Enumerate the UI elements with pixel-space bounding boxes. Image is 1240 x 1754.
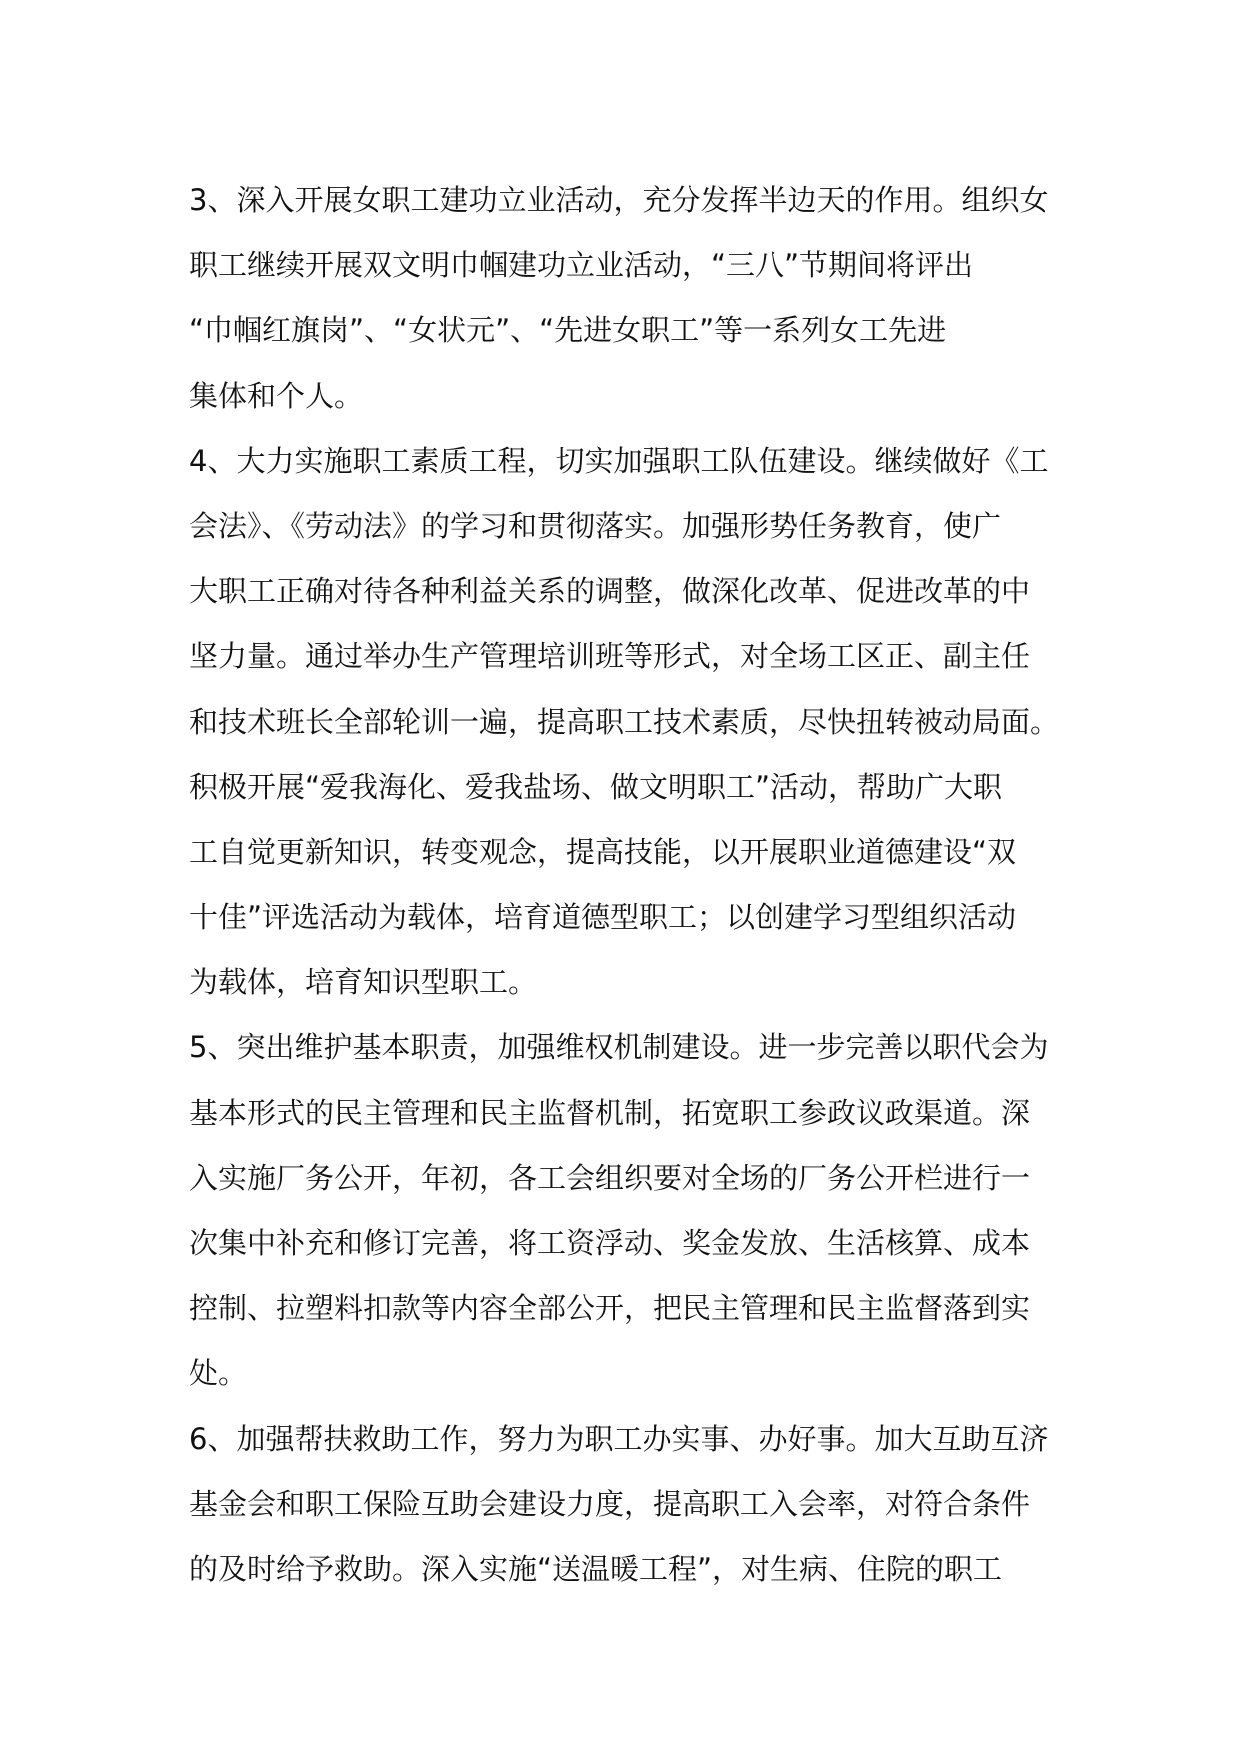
text-line: 6、加强帮扶救助工作，努力为职工办实事、办好事。加大互助互济 xyxy=(189,1421,1049,1456)
text-line: 基金会和职工保险互助会建设力度，提高职工入会率，对符合条件 xyxy=(189,1486,1031,1521)
text-line: 坚力量。通过举办生产管理培训班等形式，对全场工区正、副主任 xyxy=(189,639,1031,674)
text-line: 职工继续开展双文明巾帼建功立业活动，“三八”节期间将评出 xyxy=(189,248,974,283)
text-line: “巾帼红旗岗”、“女状元”、“先进女职工”等一系列女工先进 xyxy=(189,313,947,348)
text-line: 为载体，培育知识型职工。 xyxy=(189,965,538,1000)
text-line: 的及时给予救助。深入实施“送温暖工程”，对生病、住院的职工 xyxy=(189,1551,1003,1586)
text-line: 5、突出维护基本职责，加强维权机制建设。进一步完善以职代会为 xyxy=(189,1030,1049,1065)
text-line: 3、深入开展女职工建功立业活动，充分发挥半边天的作用。组织女 xyxy=(189,183,1049,217)
text-line: 基本形式的民主管理和民主监督机制，拓宽职工参政议政渠道。深 xyxy=(189,1095,1031,1130)
text-line: 处。 xyxy=(189,1356,248,1391)
text-line: 4、大力实施职工素质工程，切实加强职工队伍建设。继续做好《工 xyxy=(189,443,1049,478)
text-line: 会法》、《劳动法》的学习和贯彻落实。加强形势任务教育，使广 xyxy=(189,508,1002,543)
text-line: 次集中补充和修订完善，将工资浮动、奖金发放、生活核算、成本 xyxy=(189,1226,1031,1260)
text-line: 十佳”评选活动为载体，培育道德型职工；以创建学习型组织活动 xyxy=(189,900,1017,935)
text-line: 工自觉更新知识，转变观念，提高技能，以开展职业道德建设“双 xyxy=(189,834,1017,869)
text-line: 大职工正确对待各种利益关系的调整，做深化改革、促进改革的中 xyxy=(189,574,1031,609)
text-line: 控制、拉塑料扣款等内容全部公开，把民主管理和民主监督落到实 xyxy=(189,1291,1031,1326)
text-line: 积极开展“爱我海化、爱我盐场、做文明职工”活动，帮助广大职 xyxy=(189,769,1003,804)
text-line: 入实施厂务公开，年初，各工会组织要对全场的厂务公开栏进行一 xyxy=(189,1160,1031,1195)
text-line: 集体和个人。 xyxy=(189,378,364,413)
document-body xyxy=(189,168,1069,1602)
text-line: 和技术班长全部轮训一遍，提高职工技术素质，尽快扭转被动局面。 xyxy=(189,704,1060,739)
